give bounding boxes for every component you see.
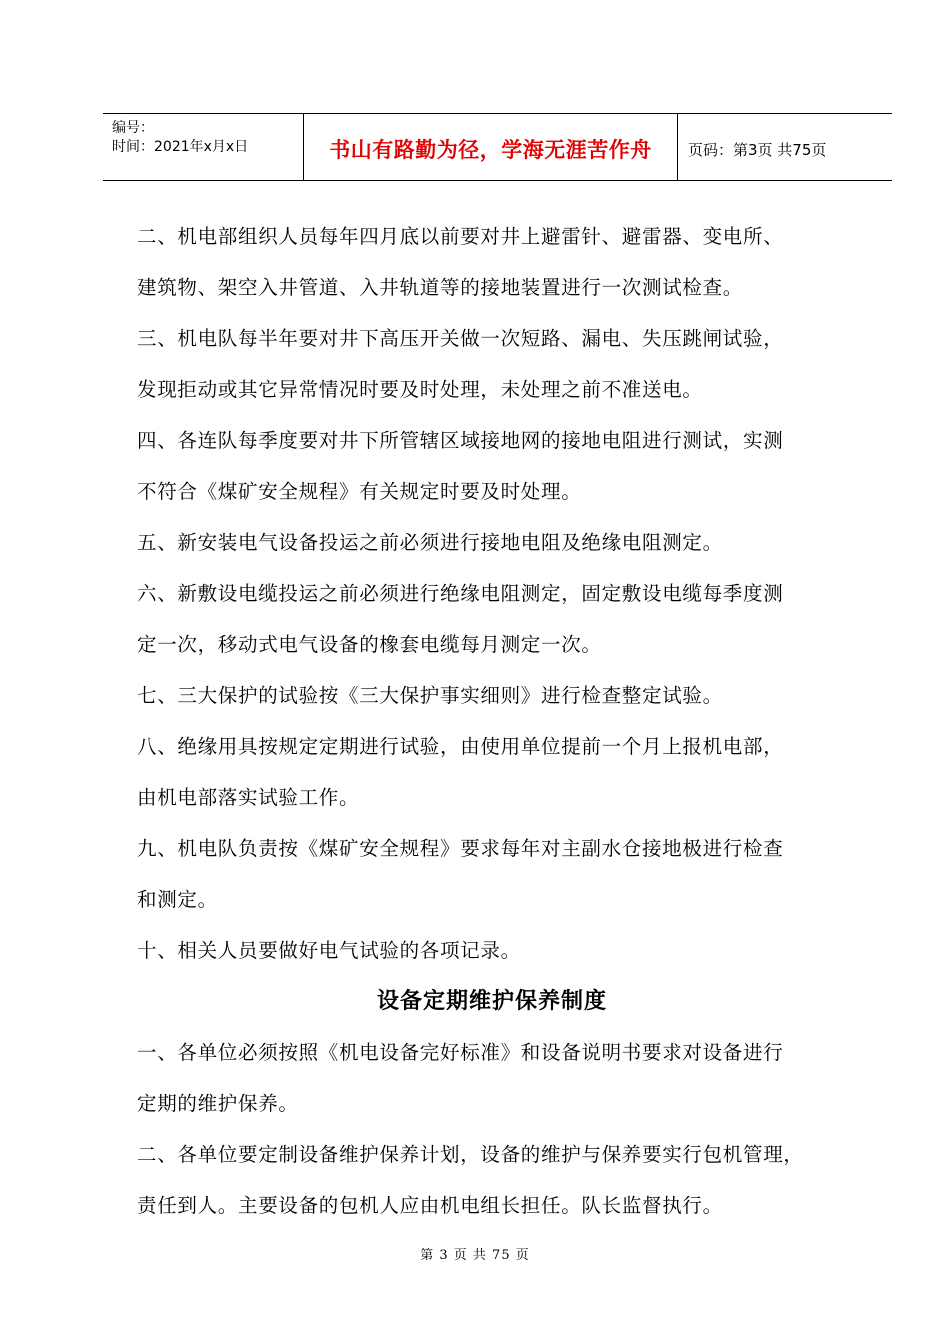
page-footer: 第 3 页 共 75 页 [420, 1248, 530, 1263]
text-line: 二、机电部组织人员每年四月底以前要对井上避雷针、避雷器、变电所、 [137, 225, 784, 248]
text-line: 十、相关人员要做好电气试验的各项记录。 [137, 939, 521, 962]
text-line: 六、新敷设电缆投运之前必须进行绝缘电阻测定，固定敷设电缆每季度测 [137, 582, 784, 605]
text-line: 由机电部落实试验工作。 [137, 786, 360, 809]
text-line: 三、机电队每半年要对井下高压开关做一次短路、漏电、失压跳闸试验， [137, 327, 784, 350]
text-line: 四、各连队每季度要对井下所管辖区域接地网的接地电阻进行测试，实测 [137, 429, 784, 452]
document-body [137, 211, 867, 1231]
document-header [103, 113, 892, 181]
text-line: 建筑物、架空入井管道、入井轨道等的接地装置进行一次测试检查。 [137, 276, 744, 299]
text-line: 责任到人。主要设备的包机人应由机电组长担任。队长监督执行。 [137, 1194, 723, 1217]
text-line: 定一次，移动式电气设备的橡套电缆每月测定一次。 [137, 633, 602, 656]
text-line: 七、三大保护的试验按《三大保护事实细则》进行检查整定试验。 [137, 684, 723, 707]
text-line: 九、机电队负责按《煤矿安全规程》要求每年对主副水仓接地极进行检查 [137, 837, 784, 860]
document-number-label: 编号： [112, 120, 154, 136]
text-line: 和测定。 [137, 888, 218, 911]
text-line: 不符合《煤矿安全规程》有关规定时要及时处理。 [137, 480, 582, 503]
document-time-label: 时间：2021年x月x日 [112, 139, 249, 155]
text-line: 八、绝缘用具按规定定期进行试验，由使用单位提前一个月上报机电部， [137, 735, 784, 758]
section-title: 设备定期维护保养制度 [376, 989, 607, 1014]
text-line: 二、各单位要定制设备维护保养计划，设备的维护与保养要实行包机管理， [137, 1143, 804, 1166]
header-page-number: 页码：第3页 共75页 [688, 140, 827, 159]
header-meta-cell [103, 114, 304, 180]
text-line: 发现拒动或其它异常情况时要及时处理，未处理之前不准送电。 [137, 378, 703, 401]
text-line: 五、新安装电气设备投运之前必须进行接地电阻及绝缘电阻测定。 [137, 531, 723, 554]
text-line: 一、各单位必须按照《机电设备完好标准》和设备说明书要求对设备进行 [137, 1041, 784, 1064]
header-motto: 书山有路勤为径，学海无涯苦作舟 [304, 114, 678, 180]
text-line: 定期的维护保养。 [137, 1092, 299, 1115]
